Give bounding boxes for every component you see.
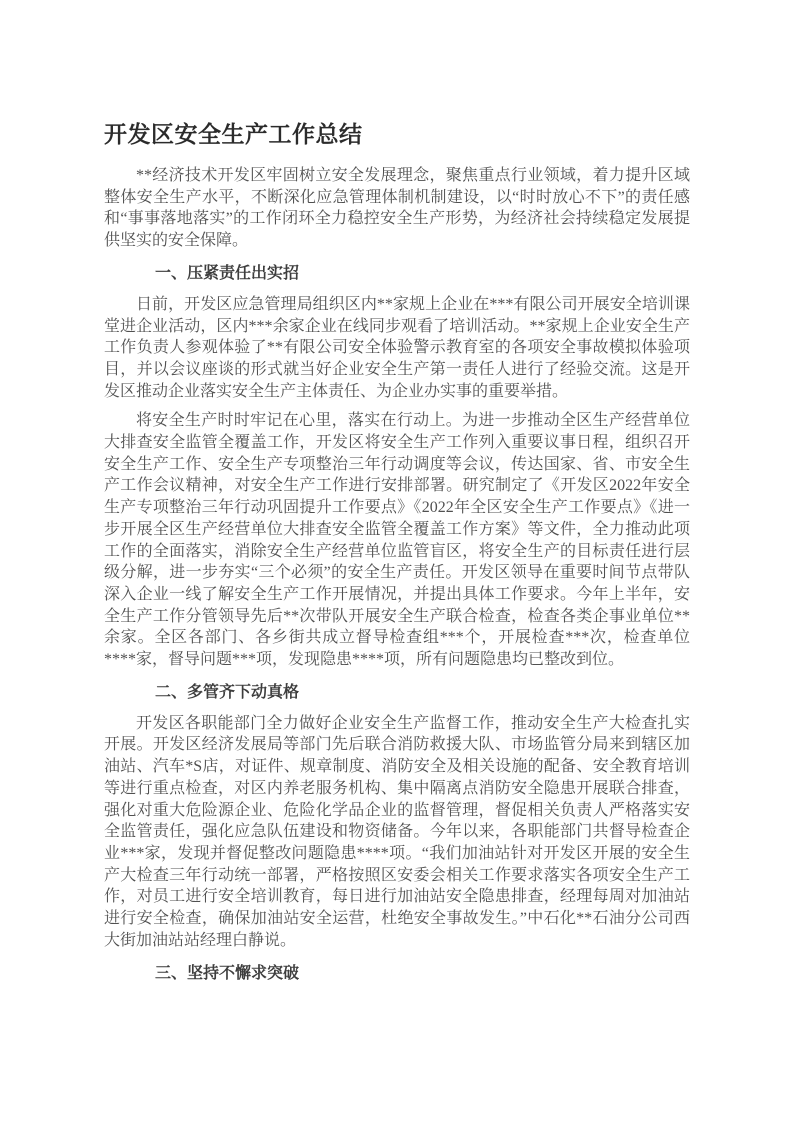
section-1-paragraph-1: 日前，开发区应急管理局组织区内**家规上企业在***有限公司开展安全培训课堂进企业活动，区内***余家企业在线同步观看了培训活动。**家规上企业安全生产工作负责人参观体验了**有限公司安全体验警示教育室的各项安全事故模拟体验项目，并以会议座谈的形式就当好企业安全生产第一责任人进行了经验交流。这是开发区推动企业落实安全生产主体责任、为企业办实事的重要举措。 [104,295,690,400]
section-1-paragraph-2: 将安全生产时时牢记在心里，落实在行动上。为进一步推动全区生产经营单位大排查安全监管全覆盖工作，开发区将安全生产工作列入重要议事日程，组织召开安全生产工作、安全生产专项整治三年行动调度等会议，传达国家、省、市安全生产工作会议精神，对安全生产工作进行安排部署。研究制定了《开发区2022年安全生产专项整治三年行动巩固提升工作要点》《2022年全区安全生产工作要点》《进一步开展全区生产经营单位大排查安全监管全覆盖工作方案》等文件，全力推动此项工作的全面落实，消除安全生产经营单位监管盲区，将安全生产的目标责任进行层级分解，进一步夯实“三个必须”的安全生产责任。开发区领导在重要时间节点带队深入企业一线了解安全生产工作开展情况，并提出具体工作要求。今年上半年，安全生产工作分管领导先后**次带队开展安全生产联合检查，检查各类企事业单位**余家。全区各部门、各乡街共成立督导检查组***个，开展检查***次，检查单位****家，督导问题***项，发现隐患****项，所有问题隐患均已整改到位。 [104,412,690,669]
section-2-paragraph-1: 开发区各职能部门全力做好企业安全生产监督工作，推动安全生产大检查扎实开展。开发区经济发展局等部门先后联合消防救援大队、市场监管分局来到辖区加油站、汽车*S店，对证件、规章制度、消防安全及相关设施的配备、安全教育培训等进行重点检查，对区内养老服务机构、集中隔离点消防安全隐患开展联合排查，强化对重大危险源企业、危险化学品企业的监督管理，督促相关负责人严格落实安全监管责任，强化应急队伍建设和物资储备。今年以来，各职能部门共督导检查企业***家，发现并督促整改问题隐患****项。“我们加油站针对开发区开展的安全生产大检查三年行动统一部署，严格按照区安委会相关工作要求落实各项安全生产工作，对员工进行安全培训教育，每日进行加油站安全隐患排查，经理每周对加油站进行安全检查，确保加油站安全运营，杜绝安全事故发生。”中石化**石油分公司西大街加油站站经理白静说。 [104,714,690,949]
section-2-heading: 二、多管齐下动真格 [155,683,300,701]
intro-paragraph: **经济技术开发区牢固树立安全发展理念，聚焦重点行业领域，着力提升区域整体安全生产水平，不断深化应急管理体制机制建设，以“时时放心不下”的责任感和“事事落地落实”的工作闭环全力稳控安全生产形势，为经济社会持续稳定发展提供坚实的安全保障。 [104,167,690,250]
section-1-heading: 一、压紧责任出实招 [155,264,300,282]
section-3-heading: 三、坚持不懈求突破 [155,964,300,982]
document-title: 开发区安全生产工作总结 [104,121,363,147]
